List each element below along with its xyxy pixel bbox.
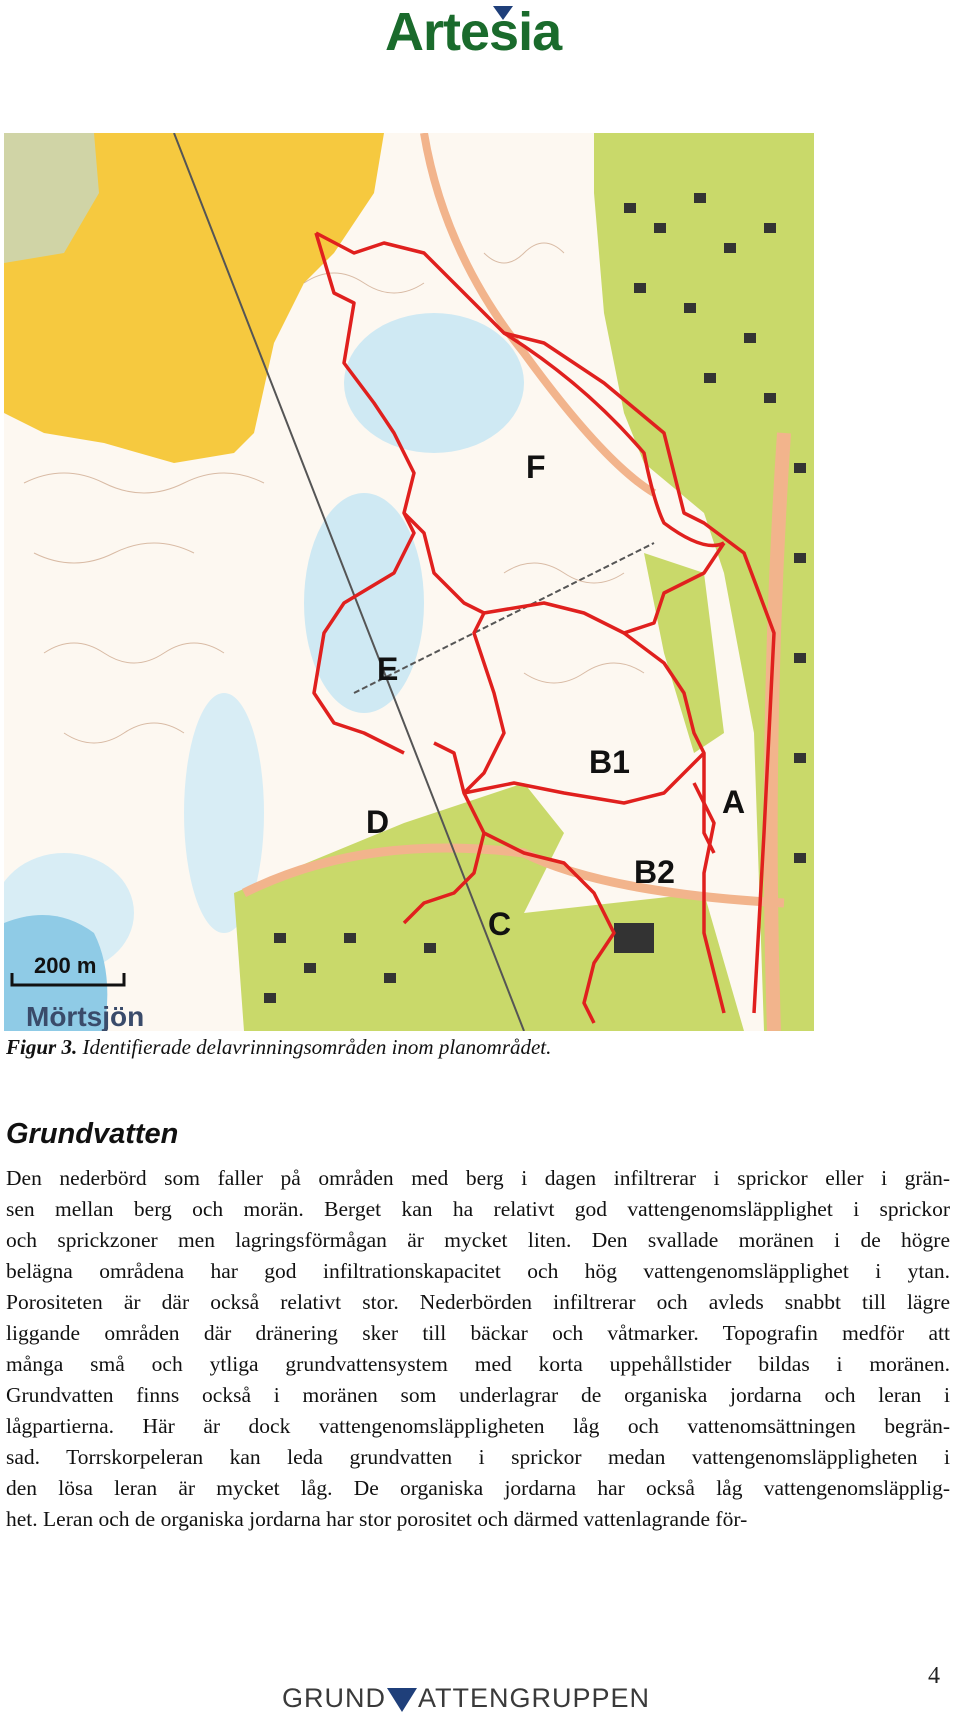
region-label-c: C: [488, 906, 512, 942]
figure-caption: [6, 1035, 551, 1060]
paragraph-line: sen mellan berg och morän. Berget kan ha relativt god vattengenomsläpplighet i sprickor: [6, 1197, 950, 1221]
map-figure: [4, 133, 814, 1031]
paragraph-line: många små och ytliga grundvattensystem med korta uppehållstider bildas i moränen.: [6, 1352, 950, 1376]
footer-text-right: ATTENGRUPPEN: [418, 1683, 651, 1713]
region-label-d: D: [366, 804, 390, 840]
paragraph-line: och sprickzoner men lagringsförmågan är mycket liten. Den svallade moränen i de högre: [6, 1228, 950, 1252]
region-label-e: E: [377, 651, 399, 687]
region-label-f: F: [526, 449, 546, 485]
caption-label: Figur 3.: [6, 1035, 78, 1059]
paragraph-line: liggande områden där dränering sker till bäckar och våtmarker. Topografin medför att: [6, 1321, 950, 1345]
scale-label: 200 m: [34, 953, 97, 978]
logo-text-left: Arte: [385, 2, 490, 62]
paragraph-line: Den nederbörd som faller på områden med berg i dagen infiltrerar i sprickor eller i grän-: [6, 1166, 950, 1190]
marsh-area: [344, 313, 524, 453]
page-number: 4: [928, 1663, 940, 1689]
logo-s-with-triangle: s: [489, 2, 519, 62]
paragraph-line: Grundvatten finns också i moränen som underlagrar de organiska jordarna och leran i: [6, 1383, 950, 1407]
lake-label: Mörtsjön: [26, 1001, 145, 1031]
artesia-logo: [385, 4, 585, 60]
logo-text-right: ia: [518, 2, 562, 62]
region-label-b2: B2: [634, 854, 675, 890]
region-label-b1: B1: [589, 744, 630, 780]
orienteering-map: [4, 133, 814, 1031]
marsh-area: [304, 493, 424, 713]
footer-triangle-icon: [387, 1688, 417, 1712]
paragraph-line: het. Leran och de organiska jordarna har stor porositet och därmed vattenlagrande för-: [6, 1507, 748, 1531]
body-paragraph: [6, 1163, 950, 1535]
section-title: Grundvatten: [6, 1118, 179, 1150]
paragraph-line: sad. Torrskorpeleran kan leda grundvatten i sprickor medan vattengenomsläppligheten i: [6, 1445, 950, 1469]
paragraph-line: Porositeten är där också relativt stor. Nederbörden infiltrerar och avleds snabbt till lägre: [6, 1290, 950, 1314]
region-label-a: A: [722, 784, 746, 820]
footer-logo: [282, 1683, 650, 1714]
footer-text-left: GRUND: [282, 1683, 386, 1713]
paragraph-line: belägna områdena har god infiltrationskapacitet och hög vattengenomsläpplighet i ytan.: [6, 1259, 950, 1283]
logo-triangle-icon: [493, 6, 513, 20]
paragraph-line: lågpartierna. Här är dock vattengenomsläppligheten låg och vattenomsättningen begrän-: [6, 1414, 950, 1438]
paragraph-line: den lösa leran är mycket låg. De organiska jordarna har också låg vattengenomsläpplig-: [6, 1476, 950, 1500]
caption-text: Identifierade delavrinningsområden inom planområdet.: [77, 1035, 552, 1059]
